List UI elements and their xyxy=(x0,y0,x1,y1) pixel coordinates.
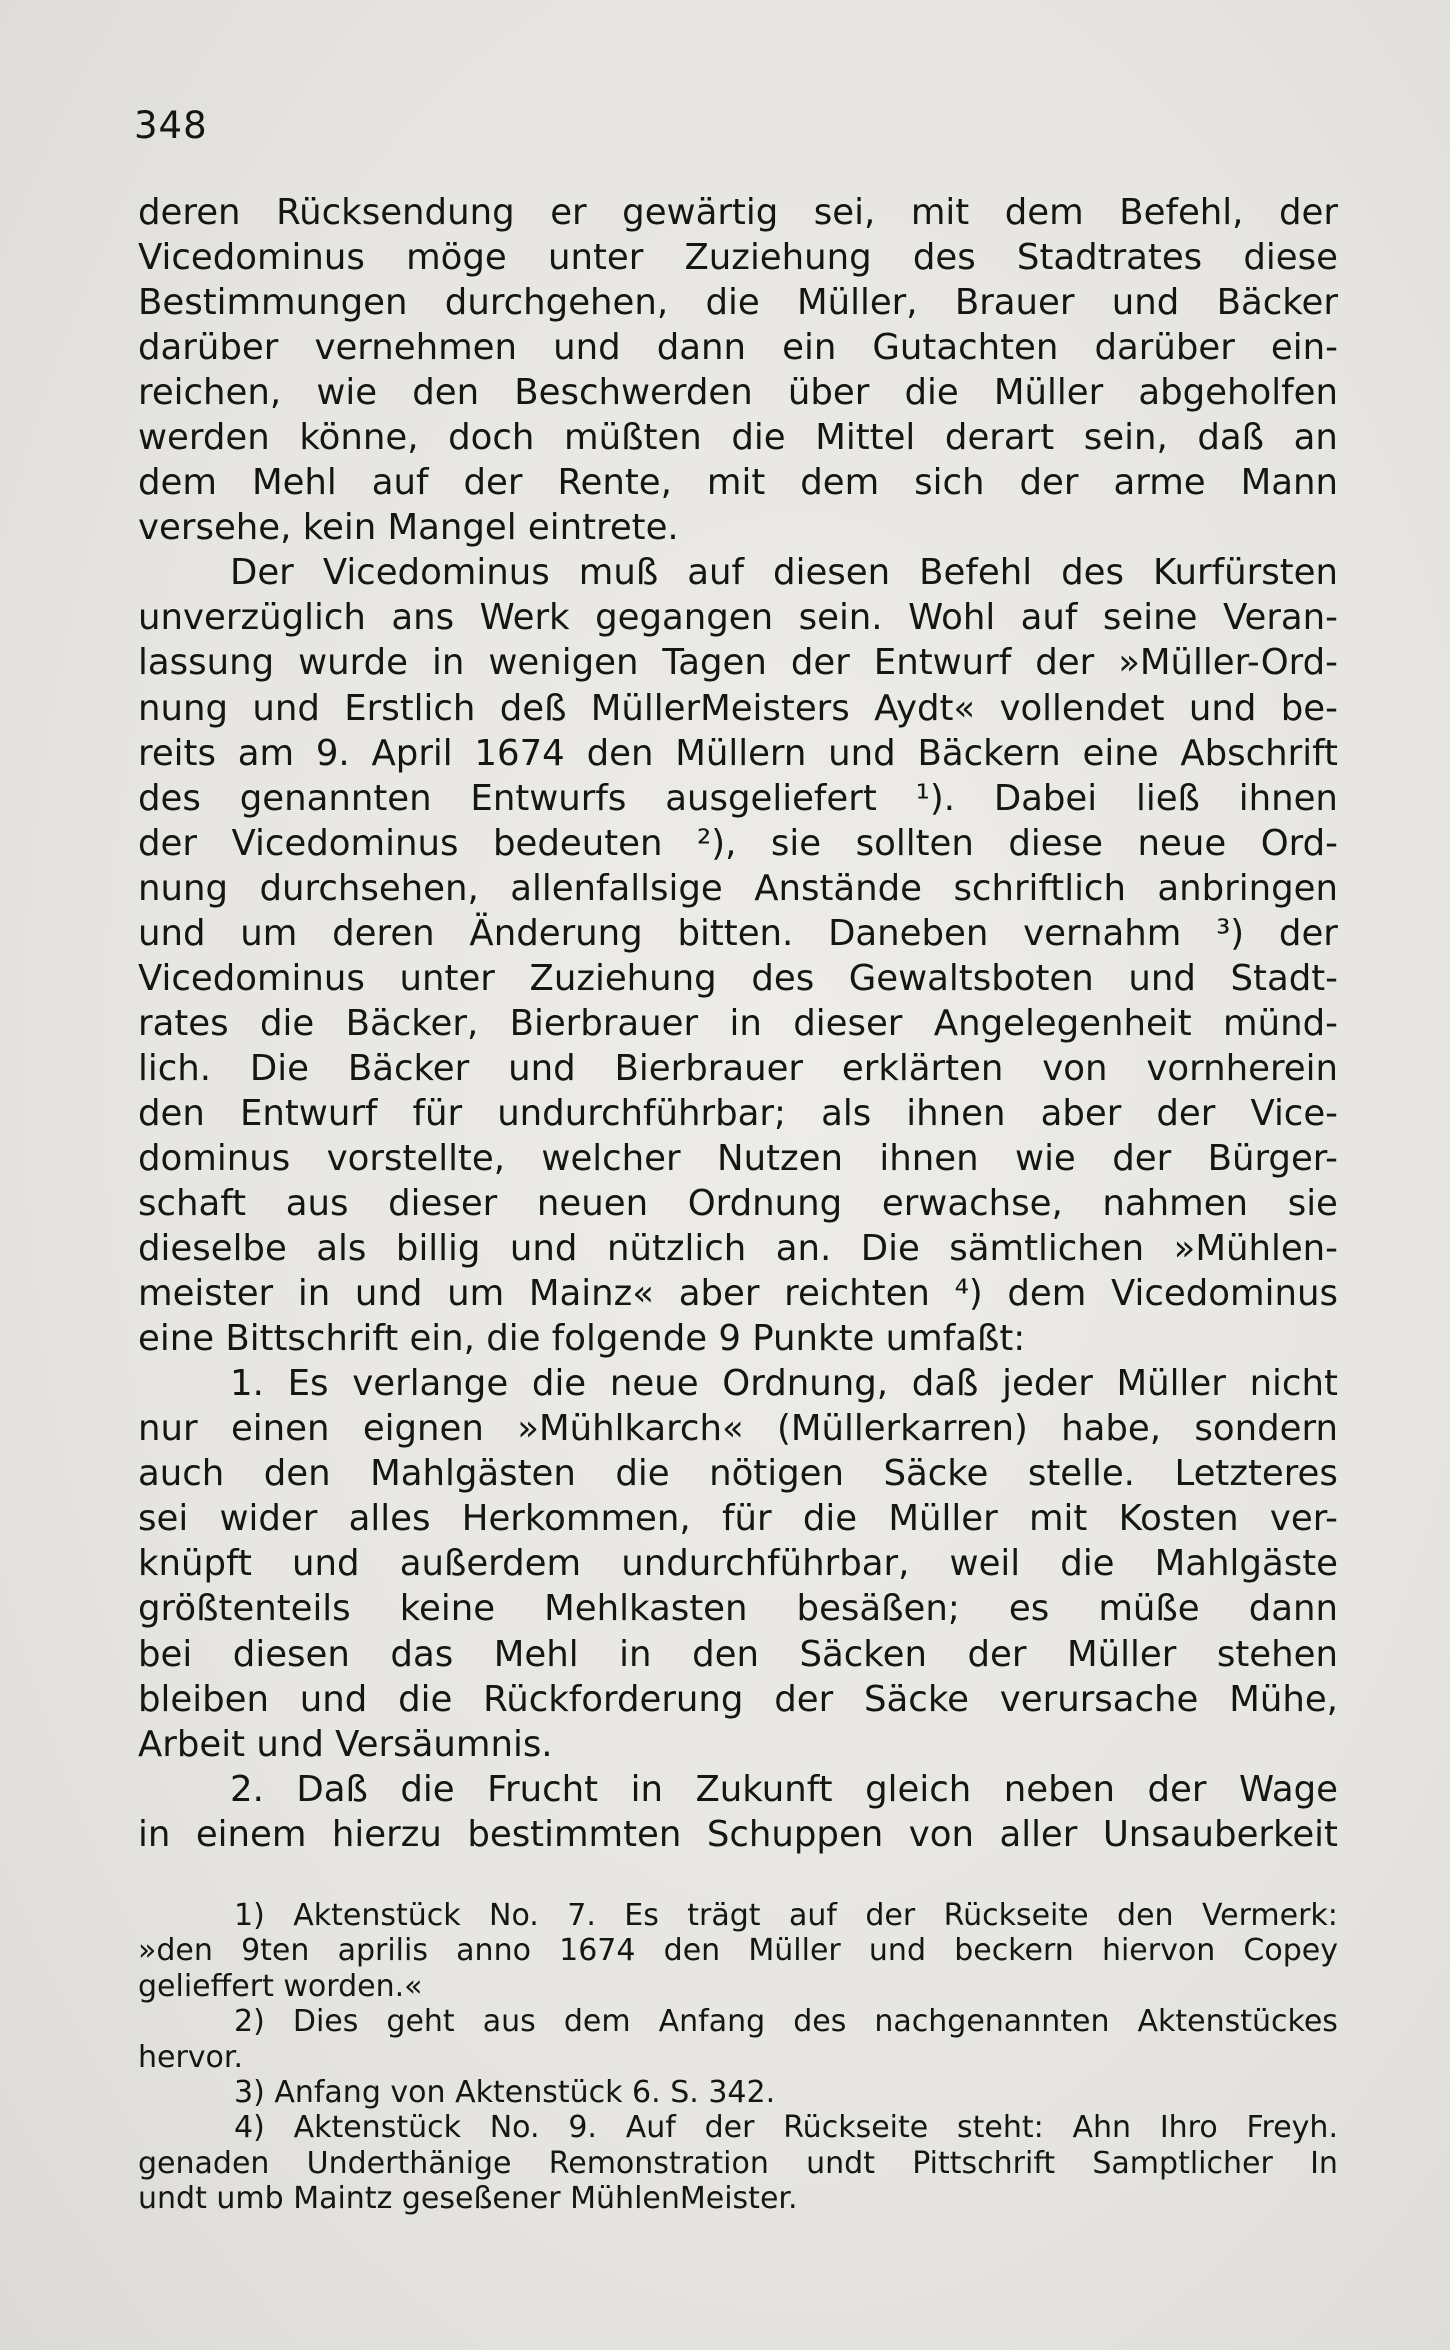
text-line: größtenteils keine Mehlkasten besäßen; es müße dann xyxy=(138,1588,1338,1630)
footnote-line: 3) Anfang von Aktenstück 6. S. 342. xyxy=(234,2074,776,2110)
footnote-line: »den 9ten aprilis anno 1674 den Müller und beckern hiervon Copey xyxy=(138,1933,1338,1969)
paragraph xyxy=(138,1767,1338,1857)
text-line: Vicedominus möge unter Zuziehung des Stadtrates diese xyxy=(138,237,1338,279)
text-line: Der Vicedominus muß auf diesen Befehl des Kurfürsten xyxy=(230,552,1338,594)
text-line: Vicedominus unter Zuziehung des Gewaltsboten und Stadt- xyxy=(138,957,1338,999)
text-line: bei diesen das Mehl in den Säcken der Müller stehen xyxy=(138,1633,1338,1675)
footnote-line: 2) Dies geht aus dem Anfang des nachgenannten Aktenstückes xyxy=(234,2004,1338,2040)
text-line: Arbeit und Versäumnis. xyxy=(138,1723,553,1765)
paragraph xyxy=(138,550,1338,1361)
footnote-line: 4) Aktenstück No. 9. Auf der Rückseite steht: Ahn Ihro Freyh. xyxy=(234,2110,1338,2146)
text-line: dieselbe als billig und nützlich an. Die sämtlichen »Mühlen- xyxy=(138,1228,1338,1270)
text-line: nung durchsehen, allenfallsige Anstände schriftlich anbringen xyxy=(138,867,1338,909)
text-line: nur einen eignen »Mühlkarch« (Müllerkarren) habe, sondern xyxy=(138,1408,1338,1450)
text-line: meister in und um Mainz« aber reichten ⁴) dem Vicedominus xyxy=(138,1273,1338,1315)
text-line: reichen, wie den Beschwerden über die Müller abgeholfen xyxy=(138,372,1338,414)
text-line: knüpft und außerdem undurchführbar, weil die Mahlgäste xyxy=(138,1543,1338,1585)
text-line: werden könne, doch müßten die Mittel derart sein, daß an xyxy=(138,417,1338,459)
footnote-line: gelieffert worden.« xyxy=(138,1968,423,2004)
text-line: deren Rücksendung er gewärtig sei, mit dem Befehl, der xyxy=(138,192,1338,233)
text-line: schaft aus dieser neuen Ordnung erwachse, nahmen sie xyxy=(138,1183,1338,1225)
text-line: reits am 9. April 1674 den Müllern und Bäckern eine Abschrift xyxy=(138,732,1338,774)
footnote xyxy=(138,2004,1338,2075)
main-text xyxy=(138,190,1338,1857)
text-line: sei wider alles Herkommen, für die Müller mit Kosten ver- xyxy=(138,1498,1338,1540)
text-line: eine Bittschrift ein, die folgende 9 Punkte umfaßt: xyxy=(138,1318,1026,1360)
text-line: unverzüglich ans Werk gegangen sein. Wohl auf seine Veran- xyxy=(138,597,1338,639)
text-line: Bestimmungen durchgehen, die Müller, Brauer und Bäcker xyxy=(138,282,1338,324)
text-line: lassung wurde in wenigen Tagen der Entwurf der »Müller-Ord- xyxy=(138,642,1338,684)
text-line: rates die Bäcker, Bierbrauer in dieser Angelegenheit münd- xyxy=(138,1002,1338,1044)
text-line: versehe, kein Mangel eintrete. xyxy=(138,507,679,549)
text-line: nung und Erstlich deß MüllerMeisters Aydt« vollendet und be- xyxy=(138,687,1338,729)
footnote-line: hervor. xyxy=(138,2039,244,2075)
footnote-line: undt umb Maintz geseßener MühlenMeister. xyxy=(138,2181,798,2217)
paragraph xyxy=(138,1361,1338,1766)
text-line: des genannten Entwurfs ausgeliefert ¹). Dabei ließ ihnen xyxy=(138,777,1338,819)
text-line: den Entwurf für undurchführbar; als ihnen aber der Vice- xyxy=(138,1092,1338,1134)
text-line: auch den Mahlgästen die nötigen Säcke stelle. Letzteres xyxy=(138,1453,1338,1495)
footnote xyxy=(138,1898,1338,2004)
footnote xyxy=(138,2110,1338,2216)
text-line: und um deren Änderung bitten. Daneben vernahm ³) der xyxy=(138,912,1338,954)
text-line: lich. Die Bäcker und Bierbrauer erklärten von vornherein xyxy=(138,1047,1338,1089)
text-line: der Vicedominus bedeuten ²), sie sollten diese neue Ord- xyxy=(138,822,1338,864)
text-line: bleiben und die Rückforderung der Säcke verursache Mühe, xyxy=(138,1678,1338,1720)
text-line: dem Mehl auf der Rente, mit dem sich der arme Mann xyxy=(138,462,1338,504)
text-line: 2. Daß die Frucht in Zukunft gleich neben der Wage xyxy=(230,1768,1338,1810)
footnote xyxy=(138,2075,1338,2110)
page-number: 348 xyxy=(134,104,208,147)
footnotes xyxy=(138,1898,1338,2217)
footnote-line: 1) Aktenstück No. 7. Es trägt auf der Rückseite den Vermerk: xyxy=(234,1898,1338,1933)
footnote-line: genaden Underthänige Remonstration undt Pittschrift Samptlicher In xyxy=(138,2145,1338,2181)
paragraph xyxy=(138,190,1338,550)
text-line: darüber vernehmen und dann ein Gutachten darüber ein- xyxy=(138,327,1338,369)
text-line: in einem hierzu bestimmten Schuppen von aller Unsauberkeit xyxy=(138,1813,1338,1855)
text-line: 1. Es verlange die neue Ordnung, daß jeder Müller nicht xyxy=(230,1363,1338,1405)
text-line: dominus vorstellte, welcher Nutzen ihnen wie der Bürger- xyxy=(138,1137,1338,1179)
